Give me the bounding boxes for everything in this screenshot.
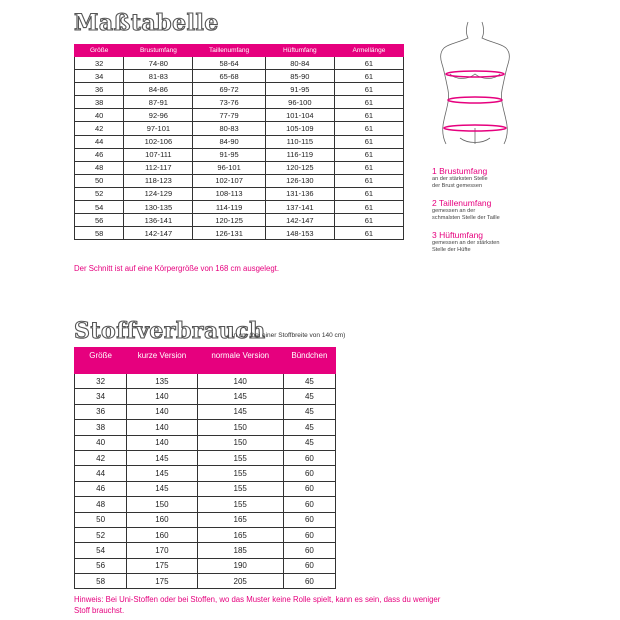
table-cell: 97-101: [124, 122, 193, 135]
table-row: [75, 450, 336, 465]
table-cell: 107-111: [124, 148, 193, 161]
table-cell: 61: [334, 70, 403, 83]
table-cell: 61: [334, 148, 403, 161]
table-cell: 56: [75, 558, 127, 573]
table-cell: 84-86: [124, 83, 193, 96]
table-cell: 145: [197, 389, 283, 404]
table-cell: 190: [197, 558, 283, 573]
table-cell: 142-147: [265, 214, 334, 227]
body-height-note: Der Schnitt ist auf eine Körpergröße von 168 cm ausgelegt.: [74, 264, 279, 273]
table2-title: Stoffverbrauch: [74, 318, 266, 344]
table-cell: 96-100: [265, 96, 334, 109]
table-cell: 145: [127, 450, 197, 465]
fabric-table-body: [75, 374, 336, 589]
table1-header-cell: Armellänge: [334, 45, 403, 57]
table-cell: 102-107: [193, 174, 265, 187]
table-cell: 45: [283, 435, 335, 450]
table-cell: 60: [283, 574, 335, 589]
table-cell: 36: [75, 83, 124, 96]
table-cell: 60: [283, 512, 335, 527]
legend-bust: [432, 166, 488, 190]
table-cell: 120-125: [193, 214, 265, 227]
waist-measure-line: [448, 97, 502, 103]
legend-hip: [432, 230, 499, 254]
size-table-header: [75, 45, 404, 57]
legend-bust-desc1: an der stärksten Stelle: [432, 176, 488, 182]
table-cell: 61: [334, 57, 403, 70]
table-row: [75, 227, 404, 240]
table-row: [75, 109, 404, 122]
table-cell: 145: [127, 481, 197, 496]
table-cell: 135: [127, 374, 197, 389]
table-cell: 112-117: [124, 161, 193, 174]
table-cell: 77-79: [193, 109, 265, 122]
table-row: [75, 122, 404, 135]
table-row: [75, 161, 404, 174]
table-cell: 69-72: [193, 83, 265, 96]
table-cell: 142-147: [124, 227, 193, 240]
table-row: [75, 435, 336, 450]
table-cell: 42: [75, 450, 127, 465]
body-measurement-figure: [420, 18, 530, 158]
table-cell: 170: [127, 543, 197, 558]
table-cell: 140: [127, 389, 197, 404]
table-cell: 155: [197, 450, 283, 465]
table-cell: 44: [75, 466, 127, 481]
table-cell: 52: [75, 187, 124, 200]
table-cell: 145: [127, 466, 197, 481]
table-cell: 61: [334, 227, 403, 240]
table-cell: 61: [334, 187, 403, 200]
table-cell: 48: [75, 497, 127, 512]
table-cell: 160: [127, 527, 197, 542]
table-cell: 91-95: [193, 148, 265, 161]
fabric-table: [74, 347, 336, 589]
table-cell: 155: [197, 481, 283, 496]
table-cell: 61: [334, 214, 403, 227]
table-cell: 108-113: [193, 187, 265, 200]
table-cell: 60: [283, 497, 335, 512]
table-cell: 150: [127, 497, 197, 512]
table-row: [75, 214, 404, 227]
table-cell: 56: [75, 214, 124, 227]
table-cell: 32: [75, 57, 124, 70]
legend-waist-desc2: schmalsten Stelle der Taille: [432, 215, 500, 221]
table-row: [75, 135, 404, 148]
table-cell: 137-141: [265, 201, 334, 214]
table-cell: 155: [197, 497, 283, 512]
table-cell: 130-135: [124, 201, 193, 214]
table-cell: 61: [334, 201, 403, 214]
table-cell: 160: [127, 512, 197, 527]
table-cell: 61: [334, 161, 403, 174]
table-cell: 205: [197, 574, 283, 589]
table1-header-cell: Taillenumfang: [193, 45, 265, 57]
table-cell: 61: [334, 135, 403, 148]
table-row: [75, 404, 336, 419]
table-cell: 42: [75, 122, 124, 135]
table-row: [75, 374, 336, 389]
table-cell: 118-123: [124, 174, 193, 187]
table2-header-cell: kurze Version: [127, 348, 197, 374]
table-row: [75, 466, 336, 481]
table-row: [75, 420, 336, 435]
table-cell: 40: [75, 109, 124, 122]
table-cell: 60: [283, 481, 335, 496]
table-cell: 145: [197, 404, 283, 419]
table-cell: 34: [75, 389, 127, 404]
table1-header-cell: Brustumfang: [124, 45, 193, 57]
table-cell: 87-91: [124, 96, 193, 109]
table-cell: 148-153: [265, 227, 334, 240]
table-cell: 175: [127, 574, 197, 589]
table-cell: 46: [75, 148, 124, 161]
table-cell: 50: [75, 512, 127, 527]
table-row: [75, 174, 404, 187]
table-cell: 136-141: [124, 214, 193, 227]
table-cell: 54: [75, 543, 127, 558]
table-row: [75, 527, 336, 542]
table-cell: 126-130: [265, 174, 334, 187]
table-row: [75, 574, 336, 589]
table-cell: 155: [197, 466, 283, 481]
table-cell: 61: [334, 96, 403, 109]
legend-hip-desc2: Stelle der Hüfte: [432, 247, 471, 253]
table-cell: 101-104: [265, 109, 334, 122]
table-cell: 150: [197, 435, 283, 450]
table-cell: 85-90: [265, 70, 334, 83]
table-cell: 140: [197, 374, 283, 389]
legend-bust-heading: 1 Brustumfang: [432, 166, 488, 176]
table-cell: 105-109: [265, 122, 334, 135]
table-row: [75, 497, 336, 512]
legend-bust-desc2: der Brust gemessen: [432, 183, 483, 189]
table-cell: 65-68: [193, 70, 265, 83]
table-cell: 165: [197, 527, 283, 542]
table-row: [75, 57, 404, 70]
measurement-lines: [444, 71, 506, 131]
table-cell: 61: [334, 174, 403, 187]
table-cell: 185: [197, 543, 283, 558]
table1-header-cell: Hüftumfang: [265, 45, 334, 57]
table-cell: 110-115: [265, 135, 334, 148]
table-cell: 61: [334, 109, 403, 122]
table-cell: 38: [75, 420, 127, 435]
table-cell: 58: [75, 227, 124, 240]
table-cell: 91-95: [265, 83, 334, 96]
table-cell: 92-96: [124, 109, 193, 122]
table-cell: 34: [75, 70, 124, 83]
table-cell: 80-84: [265, 57, 334, 70]
table-cell: 36: [75, 404, 127, 419]
table2-header-cell: normale Version: [197, 348, 283, 374]
table-cell: 131-136: [265, 187, 334, 200]
table-cell: 116-119: [265, 148, 334, 161]
legend-waist: [432, 198, 500, 222]
table2-header-cell: Größe: [75, 348, 127, 374]
table-cell: 60: [283, 543, 335, 558]
table-cell: 45: [283, 389, 335, 404]
table2-header-cell: Bündchen: [283, 348, 335, 374]
table-cell: 126-131: [193, 227, 265, 240]
legend-hip-heading: 3 Hüftumfang: [432, 230, 484, 240]
table-row: [75, 187, 404, 200]
table-cell: 40: [75, 435, 127, 450]
table-cell: 38: [75, 96, 124, 109]
fabric-table-header: [75, 348, 336, 374]
table-row: [75, 481, 336, 496]
table-row: [75, 389, 336, 404]
table-cell: 140: [127, 420, 197, 435]
table-cell: 84-90: [193, 135, 265, 148]
table-row: [75, 96, 404, 109]
table-cell: 140: [127, 435, 197, 450]
table-row: [75, 543, 336, 558]
table-cell: 60: [283, 450, 335, 465]
legend-hip-desc1: gemessen an der stärksten: [432, 240, 500, 246]
table-cell: 45: [283, 374, 335, 389]
table-cell: 114-119: [193, 201, 265, 214]
table-cell: 50: [75, 174, 124, 187]
table-cell: 150: [197, 420, 283, 435]
table-cell: 52: [75, 527, 127, 542]
size-table-body: [75, 57, 404, 240]
table-cell: 60: [283, 466, 335, 481]
table-cell: 124-129: [124, 187, 193, 200]
legend-waist-heading: 2 Taillenumfang: [432, 198, 492, 208]
table-cell: 120-125: [265, 161, 334, 174]
table-row: [75, 70, 404, 83]
table-row: [75, 201, 404, 214]
table2-subtitle: in cm (bei einer Stoffbreite von 140 cm): [232, 332, 346, 339]
table-cell: 44: [75, 135, 124, 148]
table-row: [75, 512, 336, 527]
table-cell: 80-83: [193, 122, 265, 135]
table-cell: 102-106: [124, 135, 193, 148]
table-cell: 46: [75, 481, 127, 496]
table-cell: 45: [283, 404, 335, 419]
table-cell: 61: [334, 122, 403, 135]
table-cell: 45: [283, 420, 335, 435]
table-cell: 140: [127, 404, 197, 419]
table-cell: 175: [127, 558, 197, 573]
table-cell: 165: [197, 512, 283, 527]
size-table: [74, 44, 404, 240]
table1-header-cell: Größe: [75, 45, 124, 57]
table-row: [75, 83, 404, 96]
table-cell: 73-76: [193, 96, 265, 109]
table-cell: 60: [283, 527, 335, 542]
table-row: [75, 558, 336, 573]
table-cell: 54: [75, 201, 124, 214]
table-cell: 74-80: [124, 57, 193, 70]
table1-title: Maßtabelle: [74, 10, 219, 36]
table-cell: 81-83: [124, 70, 193, 83]
table-cell: 58-64: [193, 57, 265, 70]
table-cell: 60: [283, 558, 335, 573]
table-cell: 96-101: [193, 161, 265, 174]
table-cell: 32: [75, 374, 127, 389]
legend-waist-desc1: gemessen an der: [432, 208, 476, 214]
table-cell: 48: [75, 161, 124, 174]
table-row: [75, 148, 404, 161]
table-cell: 61: [334, 83, 403, 96]
table-cell: 58: [75, 574, 127, 589]
fabric-hint-note: Hinweis: Bei Uni-Stoffen oder bei Stoffen, wo das Muster keine Rolle spielt, kann es sein, dass du weniger Stoff brauchst.: [74, 595, 441, 615]
